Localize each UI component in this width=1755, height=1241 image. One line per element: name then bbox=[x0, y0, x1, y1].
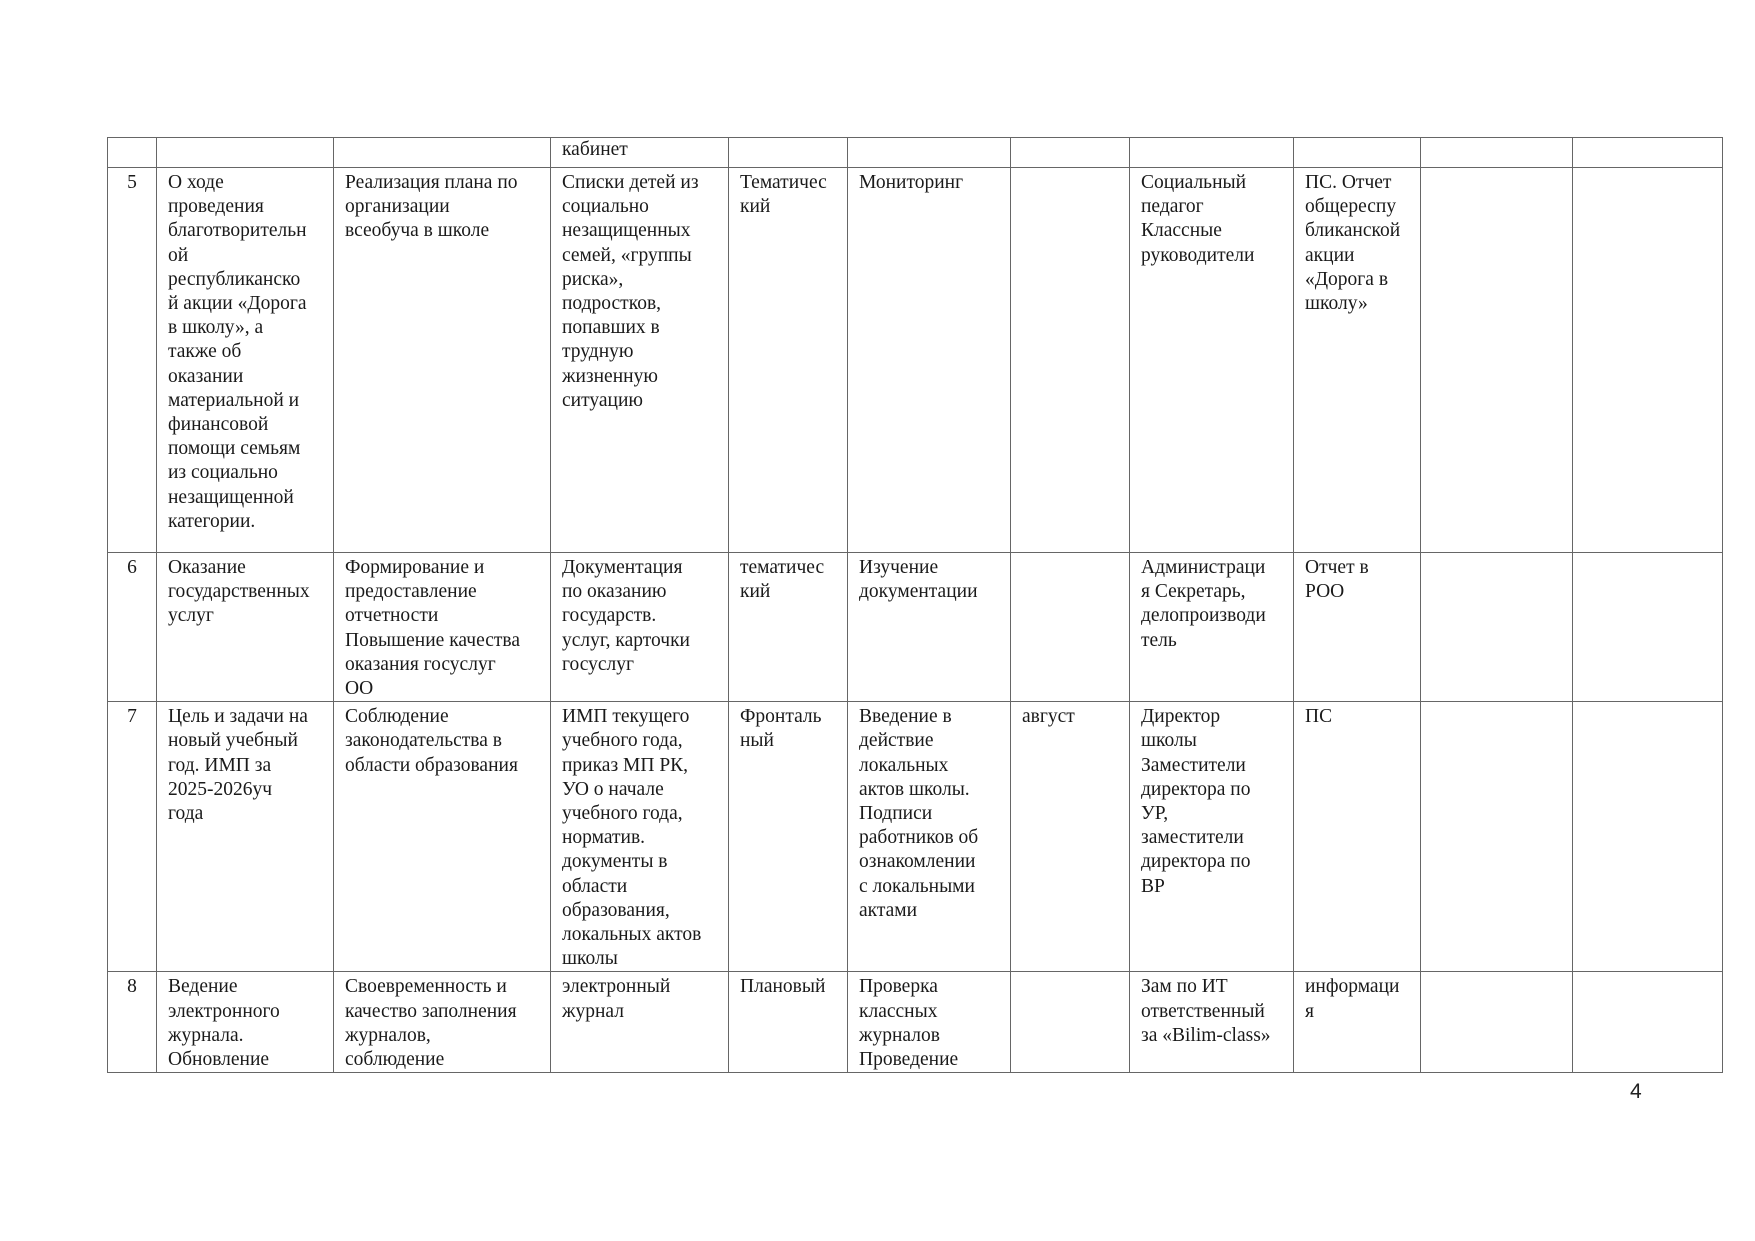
cell-type: Тематичес кий bbox=[729, 168, 848, 553]
table-row bbox=[108, 972, 1723, 1073]
table-row bbox=[108, 168, 1723, 553]
cell-result: Отчет в РОО bbox=[1294, 553, 1421, 702]
cell-topic: О ходе проведения благотворительн ой республиканско й акции «Дорога в школу», а также об оказании материальной и финансовой помощи семьям из социально незащищенной категории. bbox=[157, 168, 334, 553]
cell-type: Фронталь ный bbox=[729, 702, 848, 972]
cell-date: август bbox=[1011, 702, 1130, 972]
cell-num: 5 bbox=[108, 168, 157, 553]
cell-object: Списки детей из социально незащищенных семей, «группы риска», подростков, попавших в трудную жизненную ситуацию bbox=[551, 168, 729, 553]
cell-topic: Оказание государственных услуг bbox=[157, 553, 334, 702]
cell-object: кабинет bbox=[551, 138, 729, 168]
cell-num: 8 bbox=[108, 972, 157, 1073]
cell-method: Введение в действие локальных актов школы. Подписи работников об ознакомлении с локальными актами bbox=[848, 702, 1011, 972]
cell-extra-1 bbox=[1421, 138, 1573, 168]
cell-goal: Реализация плана по организации всеобуча в школе bbox=[334, 168, 551, 553]
cell-type bbox=[729, 138, 848, 168]
cell-result: ПС bbox=[1294, 702, 1421, 972]
page-number: 4 bbox=[1630, 1080, 1642, 1103]
cell-responsible: Социальный педагог Классные руководители bbox=[1130, 168, 1294, 553]
cell-extra-1 bbox=[1421, 553, 1573, 702]
cell-date bbox=[1011, 553, 1130, 702]
cell-num bbox=[108, 138, 157, 168]
cell-topic bbox=[157, 138, 334, 168]
cell-responsible: Директор школы Заместители директора по УР, заместители директора по ВР bbox=[1130, 702, 1294, 972]
cell-object: Документация по оказанию государств. услуг, карточки госуслуг bbox=[551, 553, 729, 702]
cell-extra-2 bbox=[1573, 168, 1723, 553]
cell-object: ИМП текущего учебного года, приказ МП РК, УО о начале учебного года, норматив. документы в области образования, локальных актов школы bbox=[551, 702, 729, 972]
cell-result bbox=[1294, 138, 1421, 168]
cell-extra-1 bbox=[1421, 702, 1573, 972]
cell-extra-2 bbox=[1573, 972, 1723, 1073]
cell-responsible: Зам по ИТ ответственный за «Bilim-class» bbox=[1130, 972, 1294, 1073]
plan-table bbox=[107, 137, 1723, 1073]
table-row bbox=[108, 553, 1723, 702]
cell-method: Изучение документации bbox=[848, 553, 1011, 702]
cell-date bbox=[1011, 168, 1130, 553]
cell-goal: Соблюдение законодательства в области образования bbox=[334, 702, 551, 972]
cell-num: 6 bbox=[108, 553, 157, 702]
cell-result: ПС. Отчет общереспу бликанской акции «Дорога в школу» bbox=[1294, 168, 1421, 553]
cell-num: 7 bbox=[108, 702, 157, 972]
cell-extra-1 bbox=[1421, 972, 1573, 1073]
cell-extra-2 bbox=[1573, 138, 1723, 168]
cell-method bbox=[848, 138, 1011, 168]
cell-extra-2 bbox=[1573, 553, 1723, 702]
cell-topic: Цель и задачи на новый учебный год. ИМП за 2025-2026уч года bbox=[157, 702, 334, 972]
cell-extra-1 bbox=[1421, 168, 1573, 553]
cell-responsible: Администраци я Секретарь, делопроизводи тель bbox=[1130, 553, 1294, 702]
cell-result: информаци я bbox=[1294, 972, 1421, 1073]
cell-method: Проверка классных журналов Проведение bbox=[848, 972, 1011, 1073]
cell-topic: Ведение электронного журнала. Обновление bbox=[157, 972, 334, 1073]
cell-date bbox=[1011, 972, 1130, 1073]
cell-goal: Своевременность и качество заполнения журналов, соблюдение bbox=[334, 972, 551, 1073]
table-row-continuation bbox=[108, 138, 1723, 168]
cell-method: Мониторинг bbox=[848, 168, 1011, 553]
cell-goal: Формирование и предоставление отчетности Повышение качества оказания госуслуг ОО bbox=[334, 553, 551, 702]
cell-type: Плановый bbox=[729, 972, 848, 1073]
cell-object: электронный журнал bbox=[551, 972, 729, 1073]
cell-responsible bbox=[1130, 138, 1294, 168]
table-row bbox=[108, 702, 1723, 972]
cell-date bbox=[1011, 138, 1130, 168]
cell-extra-2 bbox=[1573, 702, 1723, 972]
cell-type: тематичес кий bbox=[729, 553, 848, 702]
cell-goal bbox=[334, 138, 551, 168]
